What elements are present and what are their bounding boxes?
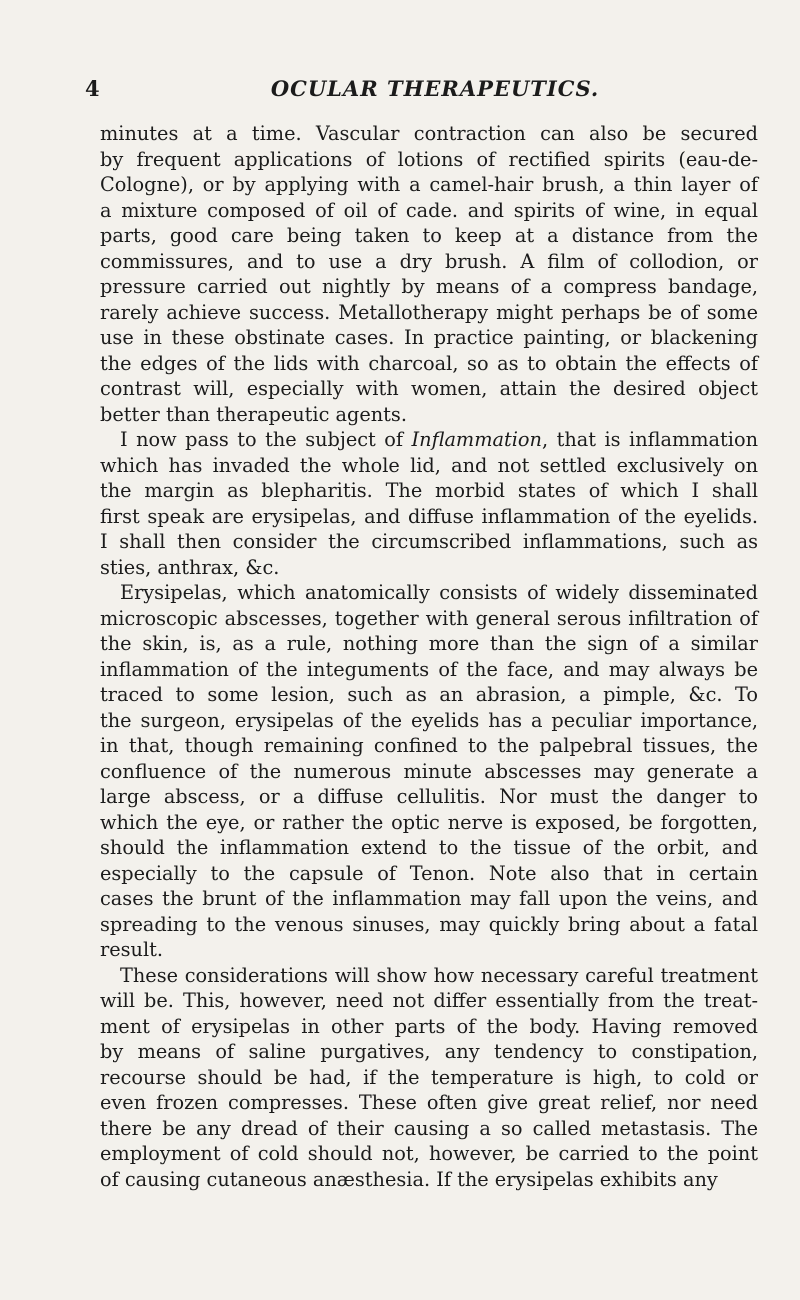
text-line: rarely achieve success. Metallotherapy might perhaps be of some [100,300,758,324]
text-line: parts, good care being taken to keep at a distance from the [100,224,758,247]
text-line: a mixture composed of oil of cade. and spirits of wine, in equal [100,198,758,222]
text-line: especially to the capsule of Tenon. Note also that in certain [100,861,758,885]
text-line: first speak are erysipelas, and diffuse inflammation of the eyelids. [100,504,758,528]
text-line: use in these obstinate cases. In practice painting, or blackening [100,326,758,349]
italic-term: Inflammation [411,428,542,451]
paragraph [100,580,758,963]
text-line: better than therapeutic agents. [100,402,407,426]
text-line: These considerations will show how necessary careful treatment [120,963,758,987]
page-header [85,74,785,104]
text-line: the skin, is, as a rule, nothing more than the sign of a similar [100,632,758,655]
text-line: should the inflammation extend to the tissue of the orbit, and [100,836,758,859]
text-line: sties, anthrax, &c. [100,555,280,579]
running-title: OCULAR THERAPEUTICS. [270,76,600,101]
paragraph [100,427,758,580]
text-line: even frozen compresses. These often give great relief, nor need [100,1091,758,1114]
text-line: spreading to the venous sinuses, may quickly bring about a fatal [100,912,758,936]
text-line: the surgeon, erysipelas of the eyelids has a peculiar importance, [100,708,758,732]
text-line: by means of saline purgatives, any tendency to constipation, [100,1040,758,1063]
text-line: contrast will, especially with women, attain the desired object [100,377,758,400]
text-line: Erysipelas, which anatomically consists of widely disseminated [120,581,758,604]
text-line: recourse should be had, if the temperature is high, to cold or [100,1065,758,1089]
text-line: the margin as blepharitis. The morbid states of which I shall [100,479,758,502]
text-line: will be. This, however, need not differ essentially from the treat- [100,989,758,1012]
text-line: employment of cold should not, however, be carried to the point [100,1142,758,1165]
text-line: cases the brunt of the inflammation may fall upon the veins, and [100,887,758,910]
text-line: ment of erysipelas in other parts of the body. Having removed [100,1014,758,1038]
text-line: there be any dread of their causing a so called metastasis. The [100,1116,758,1140]
text-line: pressure carried out nightly by means of a compress bandage, [100,275,758,298]
text-line: I shall then consider the circumscribed inflammations, such as [100,530,758,553]
text-line: Cologne), or by applying with a camel-hair brush, a thin layer of [100,173,758,196]
text-line: microscopic abscesses, together with general serous infiltration of [100,606,758,630]
text-line: confluence of the numerous minute abscesses may generate a [100,759,758,783]
body-text [100,121,758,1192]
paragraph [100,121,758,427]
text-line: by frequent applications of lotions of rectified spirits (eau-de- [100,147,758,171]
text-line: minutes at a time. Vascular contraction can also be secured [100,122,758,145]
text-line: inflammation of the integuments of the face, and may always be [100,657,758,681]
text-line: which the eye, or rather the optic nerve is exposed, be forgotten, [100,810,758,834]
text-line: large abscess, or a diffuse cellulitis. Nor must the danger to [100,785,758,808]
text-line: result. [100,938,163,961]
text-line: traced to some lesion, such as an abrasion, a pimple, &c. To [100,683,758,706]
text-line: of causing cutaneous anæsthesia. If the erysipelas exhibits any [100,1167,718,1191]
page-number: 4 [85,76,100,101]
text-line: which has invaded the whole lid, and not settled exclusively on [100,453,758,477]
text-line: in that, though remaining confined to the palpebral tissues, the [100,734,758,757]
text-line: commissures, and to use a dry brush. A film of collodion, or [100,249,758,273]
text-line: the edges of the lids with charcoal, so as to obtain the effects of [100,351,758,375]
paragraph [100,963,758,1193]
text-line: I now pass to the subject of Inflammation, that is inflammation [120,428,758,451]
